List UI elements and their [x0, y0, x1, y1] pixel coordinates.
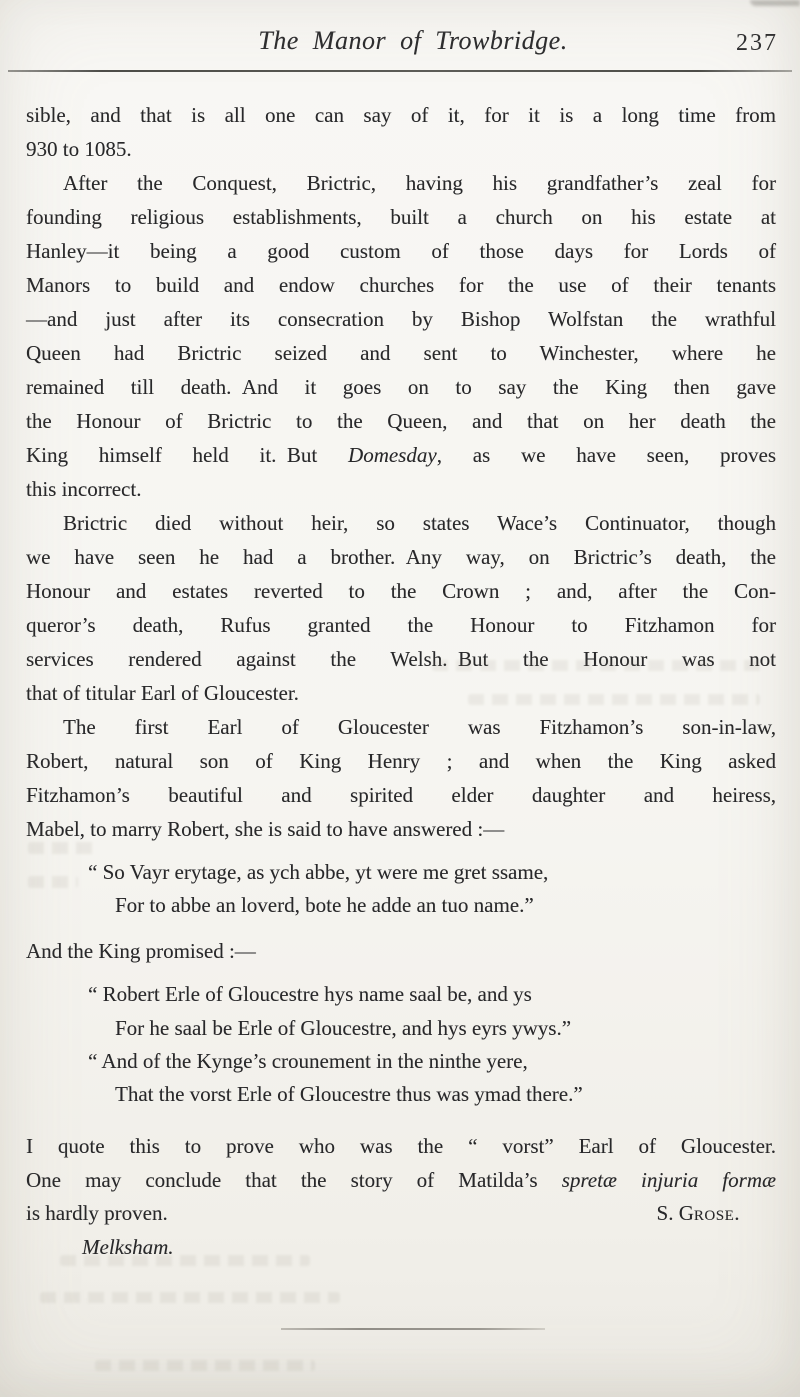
text-segment: spretæ injuria formæ: [561, 1167, 776, 1192]
signature-line: [26, 1197, 776, 1231]
text-line: [115, 1078, 776, 1111]
text-segment: that of titular Earl of Gloucester.: [26, 681, 299, 705]
text-segment: 930 to 1085.: [26, 137, 132, 161]
text-segment: queror’s death, Rufus granted the Honour to Fitzhamon for: [26, 613, 776, 637]
text-line: [82, 1231, 776, 1265]
paragraph-first-earl: [26, 710, 776, 846]
text-segment: this incorrect.: [26, 477, 142, 501]
text-line: [26, 132, 776, 166]
text-line: [26, 608, 776, 642]
text-line: [26, 506, 776, 540]
paragraph-brictric-died: [26, 506, 776, 710]
text-line: [26, 200, 776, 234]
text-segment: Queen had Brictric seized and sent to Winchester, where he: [26, 341, 776, 365]
text-segment: That the vorst Erle of Gloucestre thus was ymad there.”: [115, 1082, 583, 1107]
paragraph-continuation: [26, 98, 776, 166]
text-segment: sible, and that is all one can say of it, for it is a long time from: [26, 103, 776, 127]
text-segment: Mabel, to marry Robert, she is said to have answered :—: [26, 817, 505, 841]
text-segment: “ And of the Kynge’s crounement in the ninthe yere,: [88, 1048, 528, 1073]
text-line: [26, 438, 776, 472]
page-showthrough-artifact: [95, 1360, 315, 1371]
text-line: [26, 1130, 776, 1164]
running-head: [0, 0, 800, 60]
text-line: [26, 1197, 776, 1231]
text-segment: the Honour of Brictric to the Queen, and that on her death the: [26, 409, 776, 433]
paragraph-after-the-conquest: [26, 166, 776, 506]
text-line: [26, 642, 776, 676]
text-line: [26, 710, 776, 744]
text-line: [26, 934, 776, 968]
text-line: [26, 676, 776, 710]
page-showthrough-artifact: [40, 1292, 340, 1303]
text-line: [26, 472, 776, 506]
text-line: [26, 778, 776, 812]
text-segment: For to abbe an loverd, bote he adde an tuo name.”: [115, 893, 534, 918]
text-line: [115, 1012, 776, 1045]
text-line: [26, 574, 776, 608]
header-rule: [8, 70, 792, 72]
text-line: [88, 856, 776, 889]
text-segment: “ Robert Erle of Gloucestre hys name saal be, and ys: [88, 982, 532, 1007]
text-segment: One may conclude that the story of Matilda’s: [26, 1167, 562, 1192]
text-segment: Domesday: [348, 443, 437, 467]
text-line: [26, 812, 776, 846]
text-segment: “ So Vayr erytage, as ych abbe, yt were me gret ssame,: [88, 860, 549, 884]
text-segment: founding religious establishments, built a church on his estate at: [26, 205, 776, 229]
text-segment: Fitzhamon’s beautiful and spirited elder daughter and heiress,: [26, 783, 776, 807]
text-line: [26, 336, 776, 370]
verse-king-promise: [88, 978, 776, 1111]
text-segment: we have seen he had a brother. Any way, on Brictric’s death, the: [26, 545, 776, 569]
text-line: [26, 540, 776, 574]
text-segment: Manors to build and endow churches for the use of their tenants: [26, 273, 776, 297]
text-line: [26, 744, 776, 778]
text-segment: Honour and estates reverted to the Crown ; and, after the Con-: [26, 579, 776, 603]
text-line: [26, 98, 776, 132]
text-segment: For he saal be Erle of Gloucestre, and hys eyrs ywys.”: [115, 1015, 572, 1040]
text-segment: rose.: [693, 1201, 740, 1226]
text-line: [115, 889, 776, 922]
text-line: [26, 370, 776, 404]
verse-mabel-answer: [88, 856, 776, 922]
text-line: [26, 404, 776, 438]
text-segment: And the King promised :—: [26, 939, 256, 964]
text-line: [88, 1045, 776, 1078]
page-number: 237: [736, 30, 778, 56]
text-line: [26, 268, 776, 302]
text-line: [88, 978, 776, 1011]
text-segment: remained till death. And it goes on to say the King then gave: [26, 375, 776, 399]
page-title: The Manor of Trowbridge.: [258, 26, 568, 55]
line-king-promised: [26, 934, 776, 968]
text-segment: Hanley—it being a good custom of those days for Lords of: [26, 239, 776, 263]
text-segment: I quote this to prove who was the “ vorst” Earl of Gloucester.: [26, 1134, 776, 1159]
signature-left-text: [26, 1197, 168, 1231]
paragraph-closing: [26, 1130, 776, 1197]
text-segment: , as we have seen, proves: [436, 443, 777, 467]
text-segment: After the Conquest, Brictric, having his grandfather’s zeal for: [63, 171, 776, 195]
text-segment: King himself held it. But: [26, 443, 349, 467]
text-segment: S. G: [656, 1201, 694, 1226]
text-segment: Melksham.: [82, 1234, 174, 1259]
text-segment: services rendered against the Welsh. But the Honour was not: [26, 647, 776, 671]
text-line: [26, 166, 776, 200]
text-segment: Robert, natural son of King Henry ; and when the King asked: [26, 749, 776, 773]
text-segment: Brictric died without heir, so states Wace’s Continuator, though: [63, 511, 776, 535]
text-segment: The first Earl of Gloucester was Fitzhamon’s son-in-law,: [63, 715, 776, 739]
text-line: [26, 234, 776, 268]
text-segment: is hardly proven.: [26, 1201, 168, 1226]
body-text: [26, 98, 776, 1264]
text-segment: —and just after its consecration by Bishop Wolfstan the wrathful: [26, 307, 776, 331]
footer-rule: [281, 1328, 545, 1330]
byline-place: [82, 1231, 776, 1265]
text-line: [26, 302, 776, 336]
text-line: [26, 1164, 776, 1198]
signature-author: [657, 1197, 740, 1231]
